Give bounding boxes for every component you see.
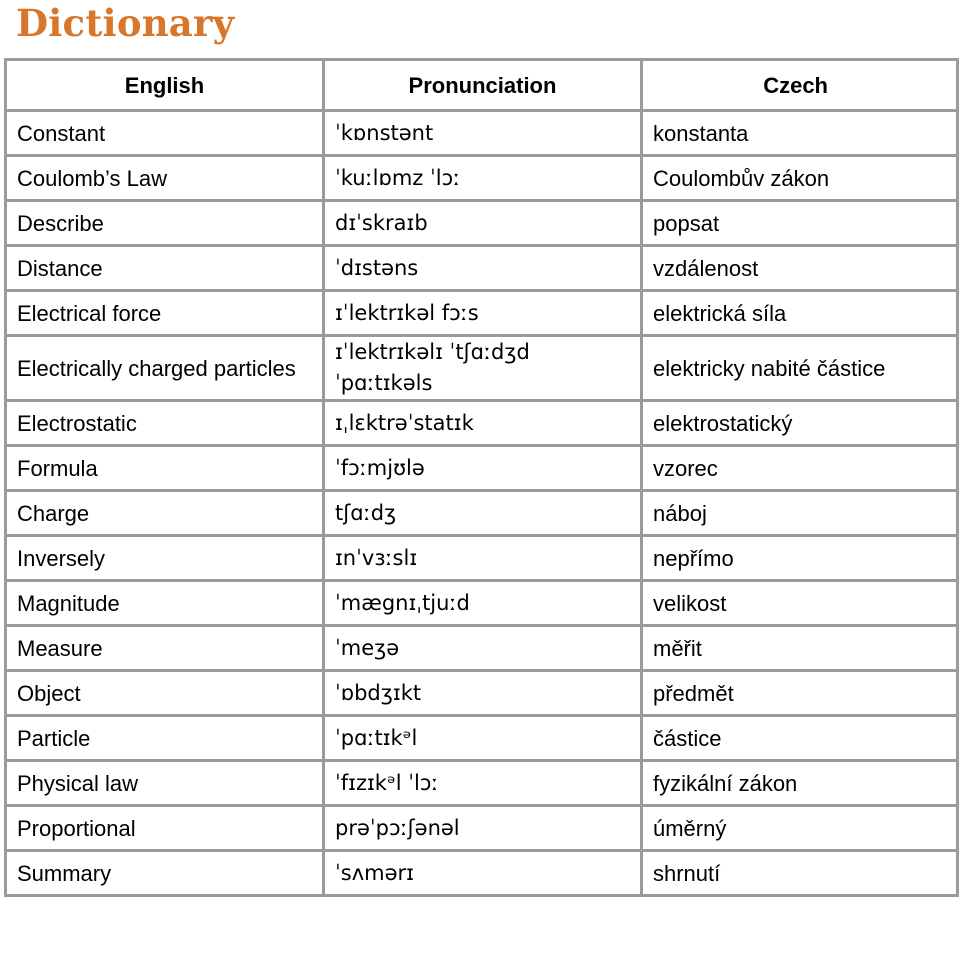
czech-term: elektrostatický — [642, 401, 958, 446]
english-term: Inversely — [6, 536, 324, 581]
czech-term: elektricky nabité částice — [642, 336, 958, 401]
table-row — [6, 536, 958, 581]
table-row — [6, 491, 958, 536]
column-header-pronunciation: Pronunciation — [324, 60, 642, 111]
pronunciation: prəˈpɔːʃənəl — [324, 806, 642, 851]
pronunciation: ɪˌlɛktrəˈstatɪk — [324, 401, 642, 446]
pronunciation: ˈfɔːmjʊlə — [324, 446, 642, 491]
pronunciation: tʃɑːdʒ — [324, 491, 642, 536]
pronunciation: ˈfɪzɪkᵊl ˈlɔː — [324, 761, 642, 806]
english-term: Object — [6, 671, 324, 716]
table-row — [6, 156, 958, 201]
pronunciation: ɪˈlektrɪkəlɪ ˈtʃɑːdʒd ˈpɑːtɪkəls — [324, 336, 642, 401]
table-row — [6, 201, 958, 246]
pronunciation: ˈmeʒə — [324, 626, 642, 671]
table-row — [6, 806, 958, 851]
pronunciation: ˈsʌmərɪ — [324, 851, 642, 896]
pronunciation: ˈmægnɪˌtjuːd — [324, 581, 642, 626]
english-term: Coulomb’s Law — [6, 156, 324, 201]
table-row — [6, 761, 958, 806]
czech-term: vzorec — [642, 446, 958, 491]
table-row — [6, 581, 958, 626]
pronunciation: ˈdɪstəns — [324, 246, 642, 291]
czech-term: částice — [642, 716, 958, 761]
czech-term: velikost — [642, 581, 958, 626]
czech-term: Coulombův zákon — [642, 156, 958, 201]
english-term: Electrostatic — [6, 401, 324, 446]
english-term: Charge — [6, 491, 324, 536]
czech-term: konstanta — [642, 111, 958, 156]
pronunciation: ˈpɑːtɪkᵊl — [324, 716, 642, 761]
pronunciation: dɪˈskraɪb — [324, 201, 642, 246]
czech-term: vzdálenost — [642, 246, 958, 291]
pronunciation: ˈkɒnstənt — [324, 111, 642, 156]
pronunciation: ɪnˈvɜːslɪ — [324, 536, 642, 581]
czech-term: nepřímo — [642, 536, 958, 581]
english-term: Electrically charged particles — [6, 336, 324, 401]
czech-term: shrnutí — [642, 851, 958, 896]
dictionary-table — [4, 58, 959, 897]
czech-term: fyzikální zákon — [642, 761, 958, 806]
table-row — [6, 626, 958, 671]
english-term: Electrical force — [6, 291, 324, 336]
pronunciation: ˈɒbdʒɪkt — [324, 671, 642, 716]
czech-term: popsat — [642, 201, 958, 246]
column-header-czech: Czech — [642, 60, 958, 111]
english-term: Distance — [6, 246, 324, 291]
table-row — [6, 291, 958, 336]
czech-term: měřit — [642, 626, 958, 671]
english-term: Formula — [6, 446, 324, 491]
czech-term: náboj — [642, 491, 958, 536]
table-row — [6, 716, 958, 761]
pronunciation: ɪˈlektrɪkəl fɔːs — [324, 291, 642, 336]
table-row — [6, 446, 958, 491]
english-term: Measure — [6, 626, 324, 671]
english-term: Proportional — [6, 806, 324, 851]
english-term: Magnitude — [6, 581, 324, 626]
table-row — [6, 401, 958, 446]
pronunciation: ˈkuːlɒmz ˈlɔː — [324, 156, 642, 201]
table-row — [6, 851, 958, 896]
table-row — [6, 246, 958, 291]
table-row — [6, 336, 958, 401]
english-term: Summary — [6, 851, 324, 896]
czech-term: předmět — [642, 671, 958, 716]
column-header-english: English — [6, 60, 324, 111]
english-term: Describe — [6, 201, 324, 246]
table-row — [6, 111, 958, 156]
table-header-row — [6, 60, 958, 111]
english-term: Constant — [6, 111, 324, 156]
page-title: Dictionary — [16, 1, 235, 45]
english-term: Physical law — [6, 761, 324, 806]
czech-term: elektrická síla — [642, 291, 958, 336]
english-term: Particle — [6, 716, 324, 761]
czech-term: úměrný — [642, 806, 958, 851]
table-row — [6, 671, 958, 716]
